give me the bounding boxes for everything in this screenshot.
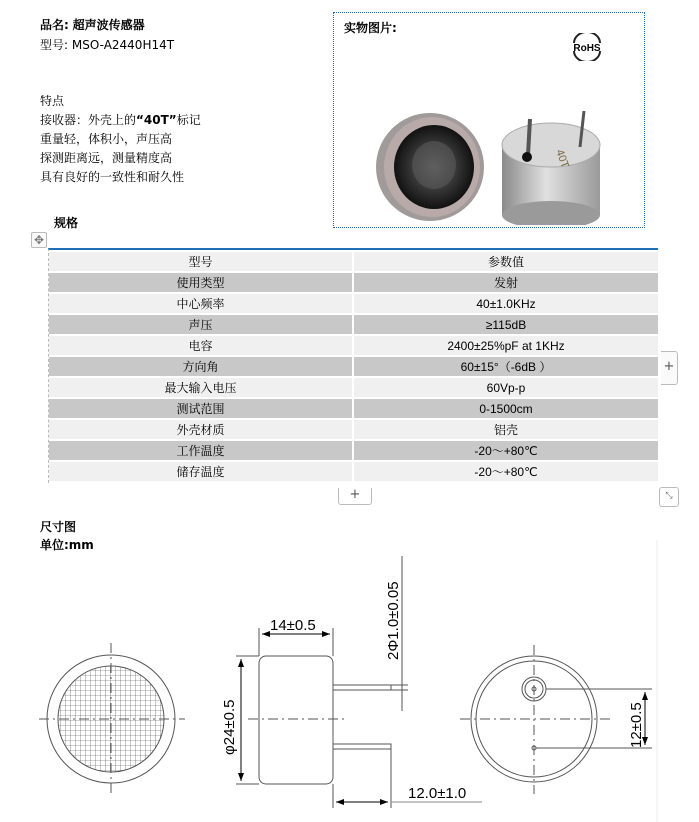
rohs-icon	[568, 33, 606, 61]
table-resize-handle[interactable]: ⤡	[659, 487, 679, 507]
product-name-line	[40, 16, 145, 35]
table-row: 工作温度 -20～+80℃	[49, 441, 658, 460]
rear-view	[460, 645, 652, 794]
dimension-drawing	[0, 540, 699, 822]
table-row: 测试范围 0-1500cm	[49, 399, 658, 418]
feature-item: 重量轻，体积小，声压高	[40, 132, 173, 146]
table-row: 使用类型 发射	[49, 273, 658, 292]
front-view	[39, 643, 185, 795]
svg-text:14±0.5: 14±0.5	[270, 617, 316, 634]
table-row: 中心频率 40±1.0KHz	[49, 294, 658, 313]
specs-title: 规格	[54, 216, 79, 230]
svg-text:2Φ1.0±0.05: 2Φ1.0±0.05	[385, 581, 402, 660]
table-row: 声压 ≥115dB	[49, 315, 658, 334]
table-row: 最大输入电压 60Vp-p	[49, 378, 658, 397]
svg-text:12.0±1.0: 12.0±1.0	[408, 785, 467, 802]
table-move-handle[interactable]: ✥	[31, 232, 47, 248]
add-row-button[interactable]: +	[338, 488, 372, 505]
table-row: 外壳材质 铝壳	[49, 420, 658, 439]
svg-text:40T: 40T	[553, 147, 571, 170]
model-value: MSO-A2440H14T	[71, 38, 175, 52]
table-header-row	[49, 252, 658, 271]
specs-table	[48, 248, 658, 483]
svg-text:φ24±0.5: φ24±0.5	[221, 699, 238, 755]
table-row: 储存温度 -20～+80℃	[49, 462, 658, 481]
model-line	[40, 36, 174, 55]
model-label: 型号:	[40, 38, 69, 52]
sensor-photo	[370, 105, 610, 225]
features-title: 特点	[40, 94, 65, 108]
feature-item: 探测距离远，测量精度高	[40, 151, 173, 165]
svg-text:RoHS: RoHS	[573, 43, 601, 54]
table-row: 电容 2400±25%pF at 1KHz	[49, 336, 658, 355]
photo-label: 实物图片:	[344, 21, 397, 35]
product-name-label: 品名:	[40, 18, 69, 32]
table-row: 方向角 60±15°（-6dB ）	[49, 357, 658, 376]
feature-item: 具有良好的一致性和耐久性	[40, 170, 185, 184]
features	[40, 92, 201, 187]
column-header: 参数值	[354, 252, 658, 271]
dimension-title: 尺寸图 单位:mm	[40, 520, 94, 552]
add-column-button[interactable]: +	[661, 351, 678, 385]
feature-item: 接收器：外壳上的“40T”标记	[40, 113, 201, 127]
side-view	[236, 556, 482, 808]
product-name: 超声波传感器	[72, 18, 145, 32]
product-photo-frame	[333, 12, 645, 228]
svg-text:12±0.5: 12±0.5	[628, 702, 645, 748]
column-header: 型号	[49, 252, 354, 271]
